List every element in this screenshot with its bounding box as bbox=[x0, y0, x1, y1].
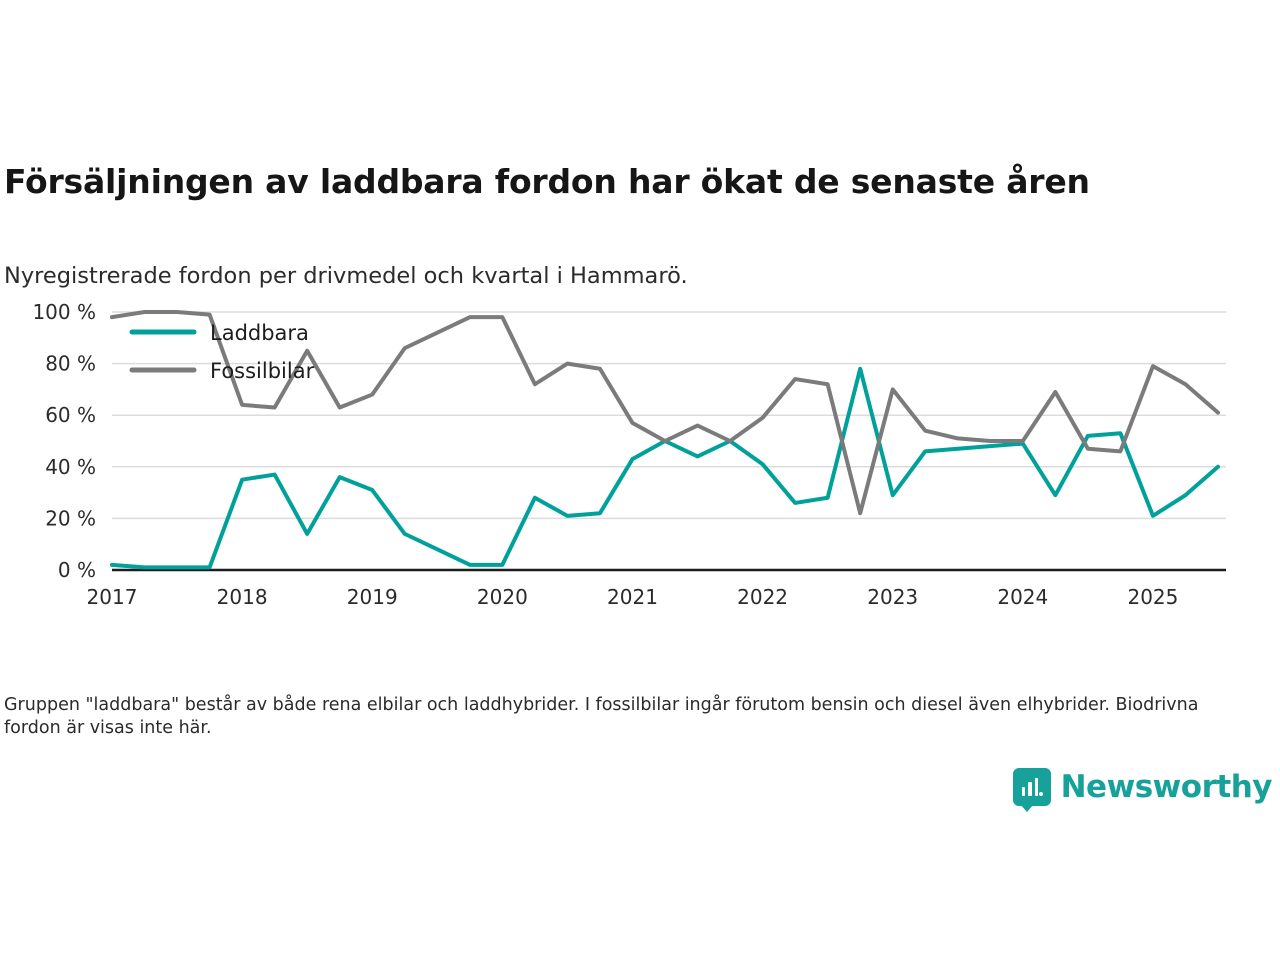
chart-footnote: Gruppen "laddbara" består av både rena elbilar och laddhybrider. I fossilbilar ingår förutom bensin och diesel även elhybrider. Biodrivna fordon är visas inte här. bbox=[4, 694, 1199, 739]
legend-label-fossilbilar: Fossilbilar bbox=[210, 359, 315, 383]
chart-svg bbox=[4, 296, 1268, 626]
bar-chart-speech-bubble-icon bbox=[1013, 768, 1051, 806]
x-axis-tick-label: 2023 bbox=[867, 585, 919, 609]
x-axis-tick-label: 2024 bbox=[997, 585, 1049, 609]
y-axis-tick-label: 80 % bbox=[45, 351, 96, 376]
x-axis-tick-label: 2025 bbox=[1127, 585, 1179, 609]
x-axis-tick-label: 2018 bbox=[216, 585, 268, 609]
x-axis-tick-label: 2020 bbox=[476, 585, 528, 609]
line-chart bbox=[4, 296, 1268, 626]
page-title: Försäljningen av laddbara fordon har ökat de senaste åren bbox=[4, 162, 1090, 202]
legend-label-laddbara: Laddbara bbox=[210, 321, 309, 345]
newsworthy-logo bbox=[1013, 768, 1272, 806]
x-axis-tick-label: 2019 bbox=[346, 585, 398, 609]
y-axis-tick-label: 20 % bbox=[45, 506, 96, 531]
y-axis-tick-label: 40 % bbox=[45, 454, 96, 479]
x-axis-tick-label: 2021 bbox=[607, 585, 658, 609]
page-subtitle: Nyregistrerade fordon per drivmedel och kvartal i Hammarö. bbox=[4, 262, 688, 289]
logo-dot bbox=[1039, 792, 1043, 796]
logo-bars bbox=[1022, 778, 1039, 796]
y-axis-tick-label: 100 % bbox=[32, 300, 96, 324]
x-axis-tick-label: 2022 bbox=[737, 585, 789, 609]
y-axis-tick-label: 0 % bbox=[57, 558, 96, 582]
x-axis-tick-label: 2017 bbox=[86, 585, 138, 609]
logo-text: Newsworthy bbox=[1060, 769, 1272, 805]
y-axis-tick-label: 60 % bbox=[45, 403, 96, 428]
